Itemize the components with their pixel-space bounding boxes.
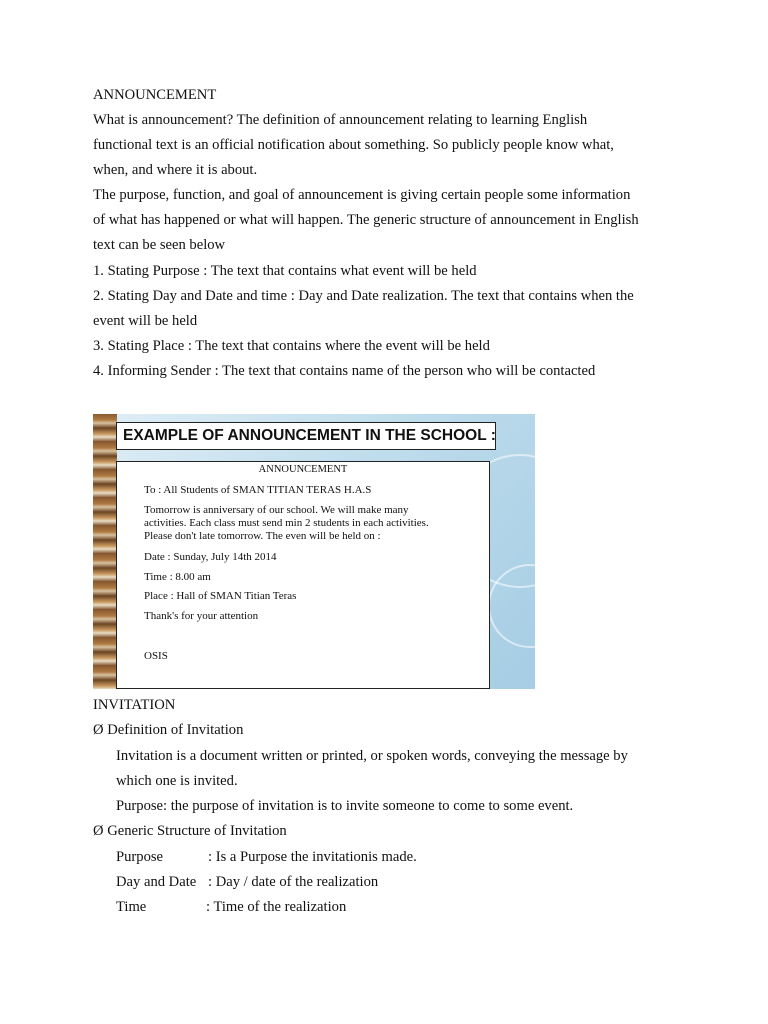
structure-item-3: 3. Stating Place : The text that contains where the event will be held — [93, 338, 490, 354]
definition-heading: Ø Definition of Invitation — [93, 722, 244, 738]
structure-label-day-date: Day and Date — [116, 874, 197, 890]
notice-to: To : All Students of SMAN TITIAN TERAS H.A.S — [144, 484, 372, 496]
notice-thanks: Thank's for your attention — [144, 610, 259, 622]
paragraph-line: What is announcement? The definition of announcement relating to learning English — [93, 112, 588, 128]
definition-line: which one is invited. — [116, 773, 238, 789]
structure-item-1: 1. Stating Purpose : The text that contains what event will be held — [93, 263, 477, 279]
structure-item-4: 4. Informing Sender : The text that contains name of the person who will be contacted — [93, 363, 596, 379]
paragraph-line: The purpose, function, and goal of announcement is giving certain people some information — [93, 187, 631, 203]
purpose-line: Purpose: the purpose of invitation is to invite someone to come to some event. — [116, 798, 574, 814]
notice-place: Place : Hall of SMAN Titian Teras — [144, 590, 297, 602]
books-decoration — [93, 414, 117, 689]
paragraph-line: when, and where it is about. — [93, 162, 258, 178]
structure-item-2: 2. Stating Day and Date and time : Day and Date realization. The text that contains when the — [93, 288, 634, 304]
structure-heading: Ø Generic Structure of Invitation — [93, 823, 287, 839]
paragraph-line: text can be seen below — [93, 237, 226, 253]
notice-body-line: Tomorrow is anniversary of our school. We will make many — [144, 504, 409, 516]
announcement-heading: ANNOUNCEMENT — [93, 87, 217, 103]
notice-body-line: activities. Each class must send min 2 students in each activities. — [144, 517, 429, 529]
structure-label-purpose: Purpose — [116, 849, 164, 865]
notice-date: Date : Sunday, July 14th 2014 — [144, 551, 277, 563]
notice-heading: ANNOUNCEMENT — [258, 464, 348, 475]
structure-value-day-date: : Day / date of the realization — [208, 874, 379, 890]
notice-sender: OSIS — [144, 650, 168, 662]
paragraph-line: of what has happened or what will happen. The generic structure of announcement in English — [93, 212, 639, 228]
structure-label-time: Time — [116, 899, 147, 915]
invitation-heading: INVITATION — [93, 697, 176, 713]
notice-time: Time : 8.00 am — [144, 571, 211, 583]
notice-body-line: Please don't late tomorrow. The even will be held on : — [144, 530, 381, 542]
structure-value-time: : Time of the realization — [206, 899, 347, 915]
structure-item-2-cont: event will be held — [93, 313, 198, 329]
announcement-example-image — [93, 414, 535, 689]
notice-card — [116, 461, 490, 689]
paragraph-line: functional text is an official notification about something. So publicly people know what, — [93, 137, 614, 153]
structure-value-purpose: : Is a Purpose the invitationis made. — [208, 849, 417, 865]
example-title: EXAMPLE OF ANNOUNCEMENT IN THE SCHOOL : — [116, 422, 496, 450]
definition-line: Invitation is a document written or printed, or spoken words, conveying the message by — [116, 748, 628, 764]
